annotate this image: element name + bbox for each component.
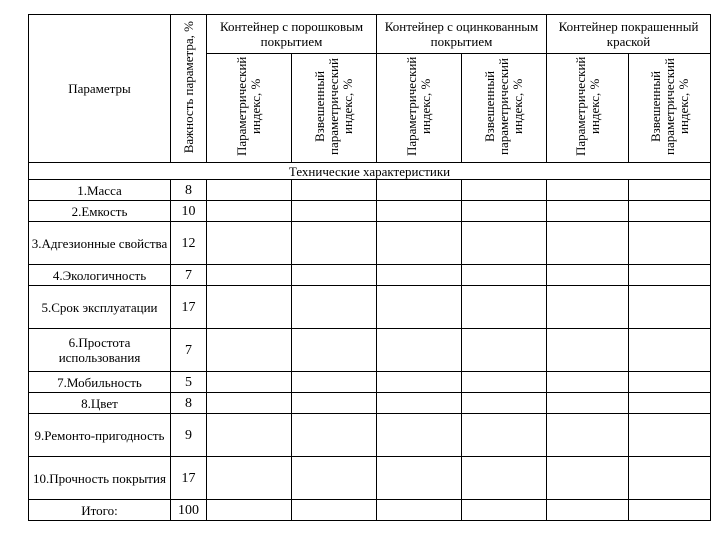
empty-cell: [207, 500, 292, 521]
empty-cell: [547, 222, 629, 265]
sub-header-weighted-galvanized: Взвешенный параметрический индекс, %: [462, 54, 547, 163]
table-row: [29, 457, 711, 500]
parameter-weight: 8: [171, 393, 207, 414]
empty-cell: [292, 414, 377, 457]
empty-cell: [629, 372, 711, 393]
parameter-name: 5.Срок эксплуатации: [29, 286, 171, 329]
parameter-weight: 8: [171, 180, 207, 201]
empty-cell: [547, 414, 629, 457]
empty-cell: [547, 329, 629, 372]
empty-cell: [629, 500, 711, 521]
parameter-name: 6.Простота использования: [29, 329, 171, 372]
empty-cell: [292, 222, 377, 265]
empty-cell: [207, 457, 292, 500]
table-row: [29, 500, 711, 521]
empty-cell: [629, 329, 711, 372]
empty-cell: [292, 457, 377, 500]
empty-cell: [377, 265, 462, 286]
empty-cell: [547, 457, 629, 500]
parameter-name: 9.Ремонто-пригодность: [29, 414, 171, 457]
parameter-weight: 17: [171, 286, 207, 329]
empty-cell: [462, 500, 547, 521]
empty-cell: [462, 329, 547, 372]
empty-cell: [207, 329, 292, 372]
empty-cell: [377, 393, 462, 414]
group-header-powder: Контейнер с порошковым покрытием: [207, 15, 377, 54]
empty-cell: [462, 201, 547, 222]
table-row: [29, 265, 711, 286]
table-row: [29, 286, 711, 329]
table-row: [29, 201, 711, 222]
empty-cell: [547, 180, 629, 201]
sub-header-parametric-powder: Параметрический индекс, %: [207, 54, 292, 163]
empty-cell: [292, 500, 377, 521]
empty-cell: [547, 286, 629, 329]
table-row: [29, 372, 711, 393]
empty-cell: [629, 457, 711, 500]
empty-cell: [207, 222, 292, 265]
empty-cell: [629, 222, 711, 265]
empty-cell: [462, 222, 547, 265]
parameter-name: 10.Прочность покрытия: [29, 457, 171, 500]
empty-cell: [462, 414, 547, 457]
parameter-name: 7.Мобильность: [29, 372, 171, 393]
empty-cell: [377, 329, 462, 372]
group-header-painted: Контейнер покрашенный краской: [547, 15, 711, 54]
empty-cell: [629, 180, 711, 201]
empty-cell: [377, 500, 462, 521]
empty-cell: [462, 180, 547, 201]
empty-cell: [462, 372, 547, 393]
parameter-name: 1.Масса: [29, 180, 171, 201]
empty-cell: [292, 201, 377, 222]
empty-cell: [292, 265, 377, 286]
table-row: [29, 393, 711, 414]
empty-cell: [207, 414, 292, 457]
empty-cell: [377, 180, 462, 201]
sub-header-weighted-powder: Взвешенный параметрический индекс, %: [292, 54, 377, 163]
empty-cell: [629, 393, 711, 414]
parameter-name: 3.Адгезионные свойства: [29, 222, 171, 265]
empty-cell: [547, 372, 629, 393]
empty-cell: [629, 201, 711, 222]
sub-header-parametric-galvanized: Параметрический индекс, %: [377, 54, 462, 163]
parameter-weight: 5: [171, 372, 207, 393]
parameter-weight: 7: [171, 265, 207, 286]
table-row: [29, 414, 711, 457]
empty-cell: [207, 265, 292, 286]
parameter-weight: 100: [171, 500, 207, 521]
empty-cell: [462, 457, 547, 500]
empty-cell: [207, 180, 292, 201]
parameter-weight: 9: [171, 414, 207, 457]
sub-header-parametric-painted: Параметрический индекс, %: [547, 54, 629, 163]
empty-cell: [292, 393, 377, 414]
parameter-name: 2.Емкость: [29, 201, 171, 222]
sub-header-weighted-painted: Взвешенный параметрический индекс, %: [629, 54, 711, 163]
tech-section-header: Технические характеристики: [29, 163, 711, 180]
empty-cell: [207, 393, 292, 414]
empty-cell: [207, 372, 292, 393]
parameter-weight: 7: [171, 329, 207, 372]
empty-cell: [377, 222, 462, 265]
evaluation-table: [28, 14, 711, 521]
params-header: Параметры: [29, 15, 171, 163]
empty-cell: [547, 500, 629, 521]
empty-cell: [547, 265, 629, 286]
empty-cell: [207, 201, 292, 222]
empty-cell: [377, 372, 462, 393]
table-row: [29, 222, 711, 265]
empty-cell: [547, 393, 629, 414]
empty-cell: [377, 414, 462, 457]
importance-header: Важность параметра, %: [171, 15, 207, 163]
empty-cell: [547, 201, 629, 222]
empty-cell: [292, 286, 377, 329]
empty-cell: [292, 372, 377, 393]
empty-cell: [377, 201, 462, 222]
empty-cell: [292, 329, 377, 372]
parameter-name: 8.Цвет: [29, 393, 171, 414]
empty-cell: [377, 457, 462, 500]
empty-cell: [292, 180, 377, 201]
empty-cell: [629, 414, 711, 457]
empty-cell: [462, 286, 547, 329]
empty-cell: [377, 286, 462, 329]
empty-cell: [629, 265, 711, 286]
table-row: [29, 329, 711, 372]
parameter-weight: 10: [171, 201, 207, 222]
empty-cell: [462, 393, 547, 414]
empty-cell: [462, 265, 547, 286]
parameter-name: Итого:: [29, 500, 171, 521]
empty-cell: [207, 286, 292, 329]
parameter-name: 4.Экологичность: [29, 265, 171, 286]
parameter-weight: 12: [171, 222, 207, 265]
parameter-weight: 17: [171, 457, 207, 500]
empty-cell: [629, 286, 711, 329]
group-header-galvanized: Контейнер с оцинкованным покрытием: [377, 15, 547, 54]
table-row: [29, 180, 711, 201]
